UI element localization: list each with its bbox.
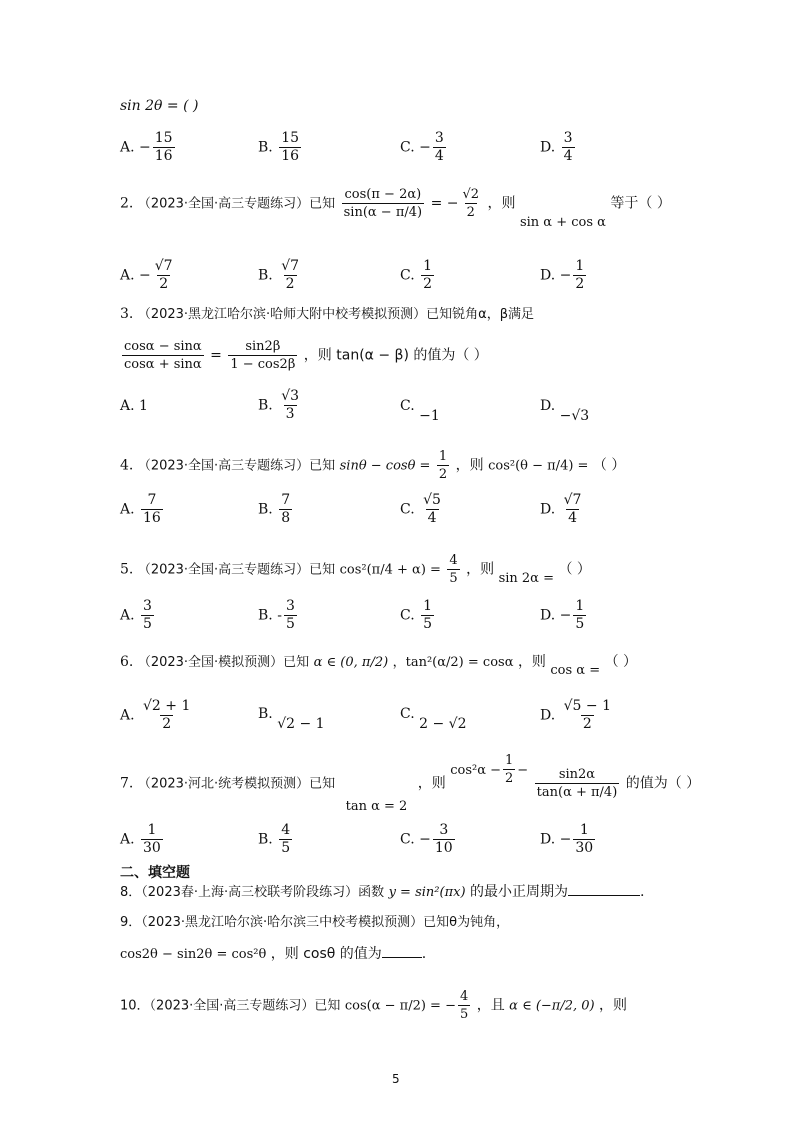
q6-stem: [120, 652, 638, 678]
numerator: 3: [285, 598, 295, 614]
q1-option-a[interactable]: [120, 130, 177, 165]
q6-option-c[interactable]: [400, 704, 467, 732]
option-label: C.: [400, 501, 415, 518]
q4-option-c[interactable]: [400, 492, 445, 527]
question-source: 9．（2023·黑龙江哈尔滨·哈尔滨三中校考模拟预测）已知θ为钝角，: [120, 915, 510, 930]
numerator: √7: [281, 258, 300, 274]
question-ask: （ ）: [592, 457, 626, 474]
numerator: 15: [154, 130, 173, 146]
numerator: 3: [563, 130, 573, 146]
q7-option-c[interactable]: [400, 822, 457, 857]
denominator: 30: [143, 840, 161, 856]
option-fraction: [562, 130, 575, 165]
q3-option-d[interactable]: [540, 396, 590, 424]
numerator: 4: [281, 822, 291, 838]
numerator: 4: [459, 989, 469, 1004]
question-source: （2023·全国·高三专题练习）已知: [137, 458, 336, 474]
option-fraction: [279, 130, 301, 165]
option-label: B.: [258, 397, 273, 414]
question-number: 2.: [120, 195, 134, 212]
q4-option-b[interactable]: [258, 492, 294, 527]
q1-stem-text: sin 2θ = ( ): [120, 98, 199, 114]
question-ask: ，则 tan(α − β) 的值为（ ）: [303, 347, 488, 364]
denominator: 2: [582, 716, 592, 732]
option-label: B.: [258, 607, 273, 624]
option-fraction: [573, 258, 586, 293]
q5-condition-fraction: [447, 552, 459, 587]
q5-expression: sin 2α =: [498, 570, 554, 586]
option-label: B.: [258, 139, 273, 156]
q4-condition: sinθ − cosθ =: [339, 458, 431, 474]
numerator: 1: [423, 598, 433, 614]
question-ask: 等于（ ）: [610, 195, 671, 212]
q2-expression: sin α + cos α: [519, 214, 606, 230]
numerator: cos(π − 2α): [344, 187, 422, 202]
denominator: 10: [434, 840, 453, 856]
q5-condition: cos²(π/4 + α) =: [339, 562, 441, 578]
question-ask: 的值为（ ）: [625, 775, 701, 792]
numerator: √2 + 1: [143, 698, 191, 714]
minus-sign: −: [517, 762, 529, 778]
option-fraction: [573, 598, 586, 633]
q3-option-b[interactable]: [258, 388, 303, 423]
option-fraction: [279, 388, 301, 423]
numerator: √7: [154, 258, 173, 274]
option-label: C.: [400, 267, 415, 284]
option-sign: −: [139, 267, 151, 284]
numerator: 3: [143, 598, 152, 614]
numerator: 7: [147, 492, 157, 508]
question-ask: （ ）: [604, 654, 638, 670]
equals-sign: =: [210, 347, 222, 364]
q6-option-a[interactable]: [120, 698, 194, 733]
denominator: 5: [575, 616, 585, 632]
option-fraction: [153, 258, 175, 293]
q7-option-b[interactable]: [258, 822, 294, 857]
period: .: [639, 884, 645, 900]
option-fraction: [421, 598, 434, 633]
q5-option-c[interactable]: [400, 598, 436, 633]
q5-stem: [120, 552, 591, 587]
option-value: −√3: [559, 408, 590, 424]
question-number: 6.: [120, 654, 134, 670]
numerator: 1: [575, 598, 585, 614]
question-source: （2023·河北·统考模拟预测）已知: [137, 776, 336, 792]
denominator: 4: [563, 148, 573, 164]
option-fraction: [562, 492, 584, 527]
denominator: 2: [285, 276, 295, 292]
option-fraction: [433, 822, 455, 857]
option-label: A.: [120, 501, 135, 518]
option-label: A.: [120, 398, 135, 414]
question-number: 5.: [120, 561, 134, 578]
question-ask: ，则 cosθ 的值为: [270, 946, 382, 962]
option-label: B.: [258, 267, 273, 284]
numerator: sin2α: [558, 767, 596, 782]
question-source: （2023·全国·模拟预测）已知: [137, 655, 310, 670]
option-value: 2 − √2: [419, 716, 467, 732]
denominator: 5: [423, 616, 433, 632]
q6-option-b[interactable]: [258, 704, 325, 732]
option-label: A.: [120, 707, 135, 724]
question-source: （2023·黑龙江哈尔滨·哈师大附中校考模拟预测）已知锐角α，β满足: [137, 307, 535, 322]
q9-stem: [120, 912, 509, 933]
numerator: 15: [281, 130, 300, 146]
question-number: 7.: [120, 775, 134, 792]
numerator: 1: [575, 258, 585, 274]
option-sign: −: [559, 607, 572, 624]
option-fraction: [279, 258, 301, 293]
question-ask: 的最小正周期为: [469, 884, 568, 900]
option-fraction: [141, 822, 163, 857]
then-text: ，则: [466, 561, 495, 578]
then-text: ，则: [599, 997, 628, 1014]
option-label: D.: [540, 267, 556, 284]
option-label: D.: [540, 398, 556, 414]
q4-expression: cos²(θ − π/4) =: [488, 458, 589, 474]
option-fraction: [141, 598, 154, 633]
denominator: 2: [162, 716, 172, 732]
numerator: 1: [505, 753, 514, 768]
option-label: C.: [400, 831, 415, 848]
question-number: 4.: [120, 457, 134, 474]
option-label: D.: [540, 501, 556, 518]
denominator: 2: [505, 771, 514, 786]
q8-function: y = sin²(πx): [388, 885, 466, 900]
denominator: 2: [466, 205, 475, 220]
question-ask: （ ）: [558, 561, 591, 578]
q8-stem: [120, 882, 644, 903]
conjunction-text: ，且: [476, 997, 505, 1014]
q5-option-d[interactable]: [540, 598, 588, 633]
q7-expression-part: cos²α −: [450, 762, 502, 778]
q7-condition: tan α = 2: [345, 798, 408, 814]
q9-condition: cos2θ − sin2θ = cos²θ: [120, 947, 267, 962]
then-text: ，则: [417, 775, 446, 792]
answer-blank[interactable]: [568, 895, 640, 896]
option-sign: −: [419, 831, 431, 848]
numerator: 1: [423, 258, 433, 274]
denominator: 5: [143, 616, 152, 632]
q1-option-b[interactable]: [258, 130, 303, 165]
q6-condition-equation: ，tan²(α/2) = cosα: [392, 655, 514, 670]
q3-option-c[interactable]: [400, 396, 440, 424]
option-fraction: [573, 822, 595, 857]
option-sign: −: [559, 267, 572, 284]
q4-option-a[interactable]: [120, 492, 165, 527]
numerator: √3: [281, 388, 300, 404]
question-source: 8．（2023春·上海·高三校联考阶段练习）函数: [120, 885, 385, 900]
denominator: 4: [427, 510, 437, 526]
option-label: B.: [258, 831, 273, 848]
numerator: 1: [579, 822, 589, 838]
q3-option-a[interactable]: [120, 396, 148, 416]
option-label: C.: [400, 607, 415, 624]
denominator: 4: [434, 148, 444, 164]
q7-half-fraction: [503, 752, 515, 787]
q10-condition-fraction: [458, 988, 470, 1023]
question-number: 3.: [120, 306, 134, 322]
answer-blank[interactable]: [382, 957, 422, 958]
option-label: B.: [258, 706, 273, 722]
denominator: 5: [459, 1007, 469, 1022]
q5-option-a[interactable]: [120, 598, 156, 633]
then-text: ，则: [455, 457, 484, 474]
q2-option-a[interactable]: [120, 258, 177, 293]
denominator: 5: [281, 840, 291, 856]
q2-condition-fraction: [342, 186, 424, 221]
option-label: A.: [120, 607, 135, 624]
numerator: √5 − 1: [563, 698, 612, 714]
option-sign: -: [277, 607, 282, 624]
equals-sign: = −: [430, 195, 459, 212]
question-source: （2023·全国·高三专题练习）已知: [137, 196, 336, 212]
q2-rhs-fraction: [460, 186, 481, 221]
denominator: 16: [143, 510, 161, 526]
option-fraction: [421, 258, 434, 293]
q1-option-c[interactable]: [400, 130, 448, 165]
denominator: 2: [423, 276, 433, 292]
q2-stem: [120, 186, 671, 230]
then-text: ，则: [517, 654, 546, 670]
option-fraction: [421, 492, 443, 527]
q1-stem: [120, 96, 198, 116]
numerator: √7: [563, 492, 582, 508]
q4-condition-fraction: [437, 448, 449, 483]
option-label: A.: [120, 267, 135, 284]
numerator: 4: [449, 553, 458, 568]
option-value: √2 − 1: [277, 716, 325, 732]
q3-stem: [120, 304, 534, 325]
option-value: −1: [419, 408, 440, 424]
q7-option-a[interactable]: [120, 822, 165, 857]
q7-main-fraction: [535, 766, 620, 801]
denominator: sin(α − π/4): [343, 205, 423, 220]
q6-option-d[interactable]: [540, 698, 615, 733]
q2-option-b[interactable]: [258, 258, 303, 293]
denominator: 30: [575, 840, 594, 856]
option-fraction: [433, 130, 446, 165]
numerator: 1: [438, 449, 448, 464]
q4-stem: [120, 448, 625, 483]
numerator: √5: [423, 492, 441, 508]
denominator: cosα + sinα: [124, 357, 202, 372]
q3-rhs-fraction: [228, 338, 297, 373]
option-sign: −: [559, 831, 572, 848]
q9-condition-line: [120, 944, 426, 965]
numerator: √2: [462, 187, 480, 202]
q3-lhs-fraction: [122, 338, 204, 373]
numerator: 3: [434, 130, 444, 146]
numerator: 7: [281, 492, 291, 508]
question-source: 10．（2023·全国·高三专题练习）已知: [120, 998, 341, 1014]
numerator: 3: [439, 822, 449, 838]
denominator: 2: [438, 467, 448, 482]
period: .: [421, 946, 427, 962]
denominator: 1 − cos2β: [230, 357, 296, 372]
denominator: 8: [281, 510, 291, 526]
q2-option-c[interactable]: [400, 258, 436, 293]
q3-condition: [120, 338, 488, 373]
option-fraction: [279, 492, 292, 527]
denominator: 16: [281, 148, 300, 164]
q10-condition: cos(α − π/2) = −: [344, 998, 456, 1014]
option-fraction: [562, 698, 613, 733]
denominator: 2: [575, 276, 585, 292]
option-label: B.: [258, 501, 273, 518]
then-text: ，则: [487, 195, 516, 212]
option-label: A.: [120, 139, 135, 156]
q2-option-d[interactable]: [540, 258, 588, 293]
denominator: 5: [285, 616, 295, 632]
option-label: D.: [540, 139, 556, 156]
q10-domain: α ∈ (−π/2, 0): [509, 998, 595, 1014]
option-label: C.: [400, 139, 415, 156]
numerator: 1: [147, 822, 157, 838]
q10-stem: [120, 988, 627, 1023]
option-label: D.: [540, 607, 556, 624]
option-fraction: [141, 492, 163, 527]
denominator: 4: [568, 510, 578, 526]
q7-option-d[interactable]: [540, 822, 597, 857]
denominator: 3: [285, 406, 295, 422]
option-fraction: [284, 598, 297, 633]
option-fraction: [279, 822, 292, 857]
denominator: 5: [449, 571, 458, 586]
option-sign: −: [419, 139, 431, 156]
option-value: 1: [139, 398, 148, 414]
q4-option-d[interactable]: [540, 492, 585, 527]
option-fraction: [141, 698, 192, 733]
numerator: sin2β: [245, 339, 281, 354]
q1-option-d[interactable]: [540, 130, 577, 165]
q6-expression: cos α =: [550, 663, 601, 678]
q7-stem: [120, 753, 701, 814]
option-fraction: [153, 130, 175, 165]
q6-condition-domain: α ∈ (0, π/2): [313, 655, 389, 670]
option-label: D.: [540, 831, 556, 848]
question-source: （2023·全国·高三专题练习）已知: [137, 562, 336, 578]
denominator: tan(α + π/4): [536, 785, 618, 800]
numerator: cosα − sinα: [124, 339, 202, 354]
option-label: D.: [540, 707, 556, 724]
option-label: C.: [400, 398, 415, 414]
option-label: A.: [120, 831, 135, 848]
q5-option-b[interactable]: [258, 598, 299, 633]
page-number: 5: [392, 1072, 400, 1086]
denominator: 2: [159, 276, 169, 292]
option-label: C.: [400, 706, 415, 722]
denominator: 16: [154, 148, 173, 164]
option-sign: −: [139, 139, 151, 156]
section-heading: 二、填空题: [120, 865, 190, 881]
